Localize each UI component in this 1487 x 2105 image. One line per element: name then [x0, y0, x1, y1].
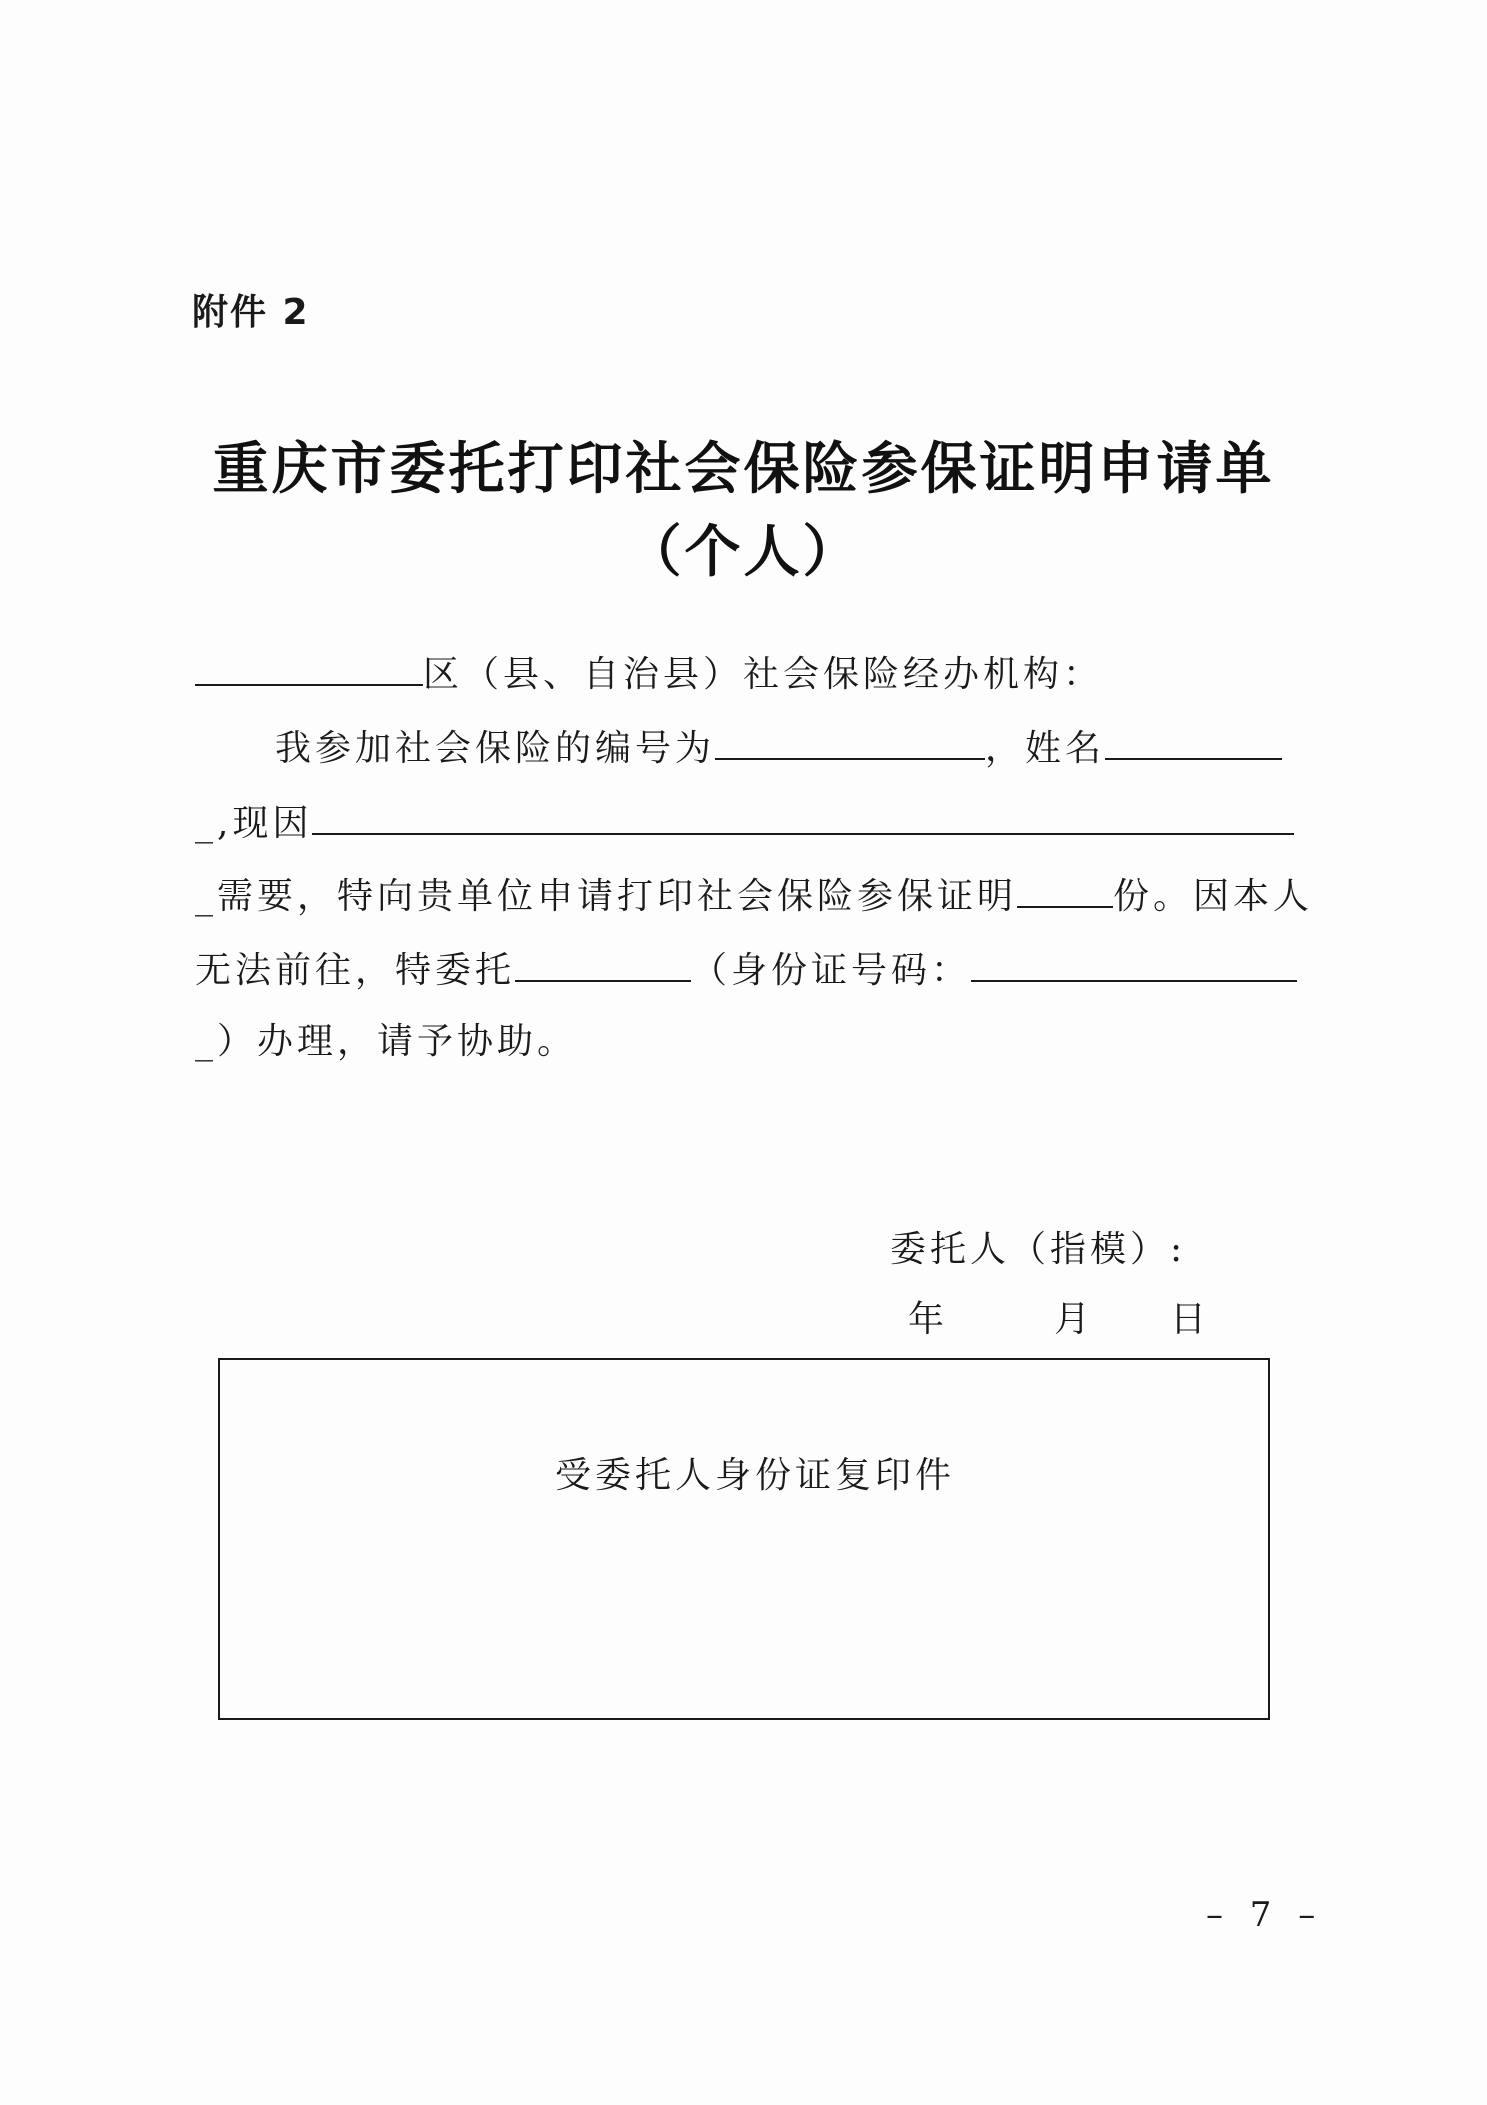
insurance-number-label: 我参加社会保险的编号为 [275, 728, 716, 769]
insurance-number-blank[interactable] [715, 722, 985, 760]
copies-suffix: 份。因本人 [1113, 876, 1314, 917]
id-number-label: （身份证号码： [691, 950, 972, 991]
signer-label: 委托人（指模）: [890, 1229, 1187, 1270]
addressee-line [195, 648, 1103, 699]
name-label: ，姓名 [985, 728, 1106, 769]
name-blank[interactable] [1105, 722, 1282, 760]
reason-line [195, 797, 1294, 848]
id-number-blank[interactable] [971, 944, 1297, 982]
id-copy-box[interactable] [218, 1358, 1270, 1720]
year-label: 年 [908, 1299, 945, 1340]
copies-blank[interactable] [1017, 870, 1113, 908]
attachment-label: 附件 2 [192, 292, 310, 333]
entrustee-name-blank[interactable] [515, 944, 691, 982]
reason-label: _,现因 [195, 803, 313, 844]
closing-line [195, 1018, 577, 1066]
document-subtitle: （个人） [625, 519, 862, 585]
copies-line [195, 870, 1313, 921]
month-label: 月 [1054, 1299, 1091, 1340]
day-label: 日 [1170, 1299, 1207, 1340]
id-copy-box-label: 受委托人身份证复印件 [555, 1455, 956, 1496]
insurance-number-line [275, 722, 1282, 773]
copies-label: _需要，特向贵单位申请打印社会保险参保证明 [195, 876, 1018, 917]
document-title: 重庆市委托打印社会保险参保证明申请单 [212, 436, 1275, 502]
closing-text: _）办理，请予协助。 [195, 1021, 578, 1062]
page-number: – 7 – [1206, 1895, 1324, 1935]
entrustee-line [195, 944, 1297, 995]
district-blank[interactable] [195, 648, 423, 686]
reason-blank[interactable] [312, 797, 1294, 835]
addressee-text: 区（县、自治县）社会保险经办机构： [423, 654, 1104, 695]
entrustee-label: 无法前往，特委托 [195, 950, 516, 991]
